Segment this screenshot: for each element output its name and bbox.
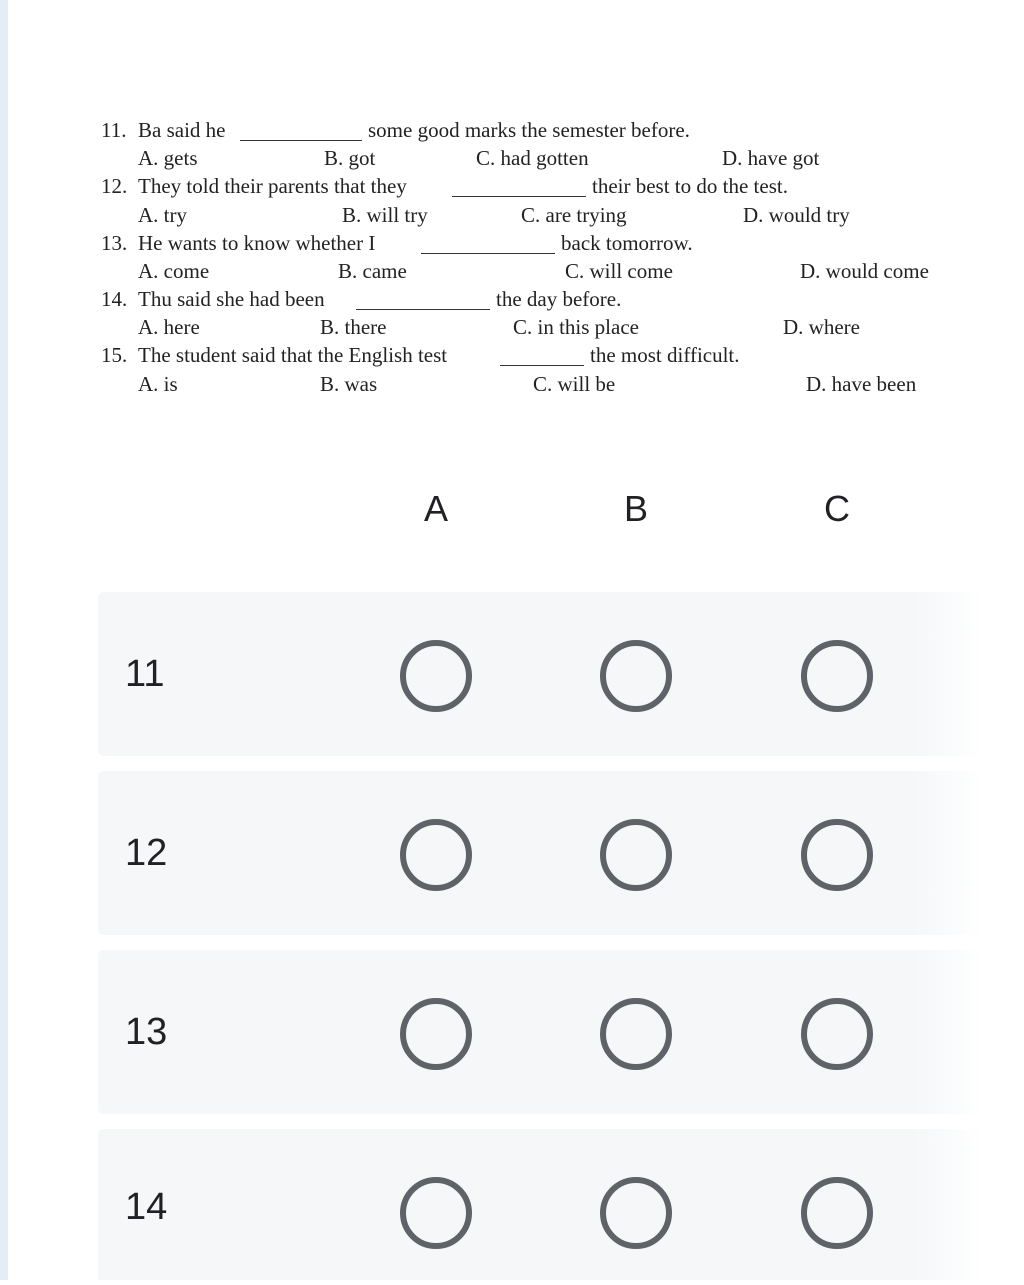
radio-11-c[interactable] [801, 640, 873, 712]
question-number: 13. [101, 231, 128, 255]
question-text-before: Ba said he [138, 118, 226, 142]
radio-14-b[interactable] [600, 1177, 672, 1249]
grid-row-12 [98, 771, 984, 935]
option-a: A. gets [138, 146, 198, 170]
option-b: B. there [320, 315, 387, 339]
option-b: B. came [338, 259, 407, 283]
question-15-options [0, 372, 1024, 400]
column-header-c: C [824, 488, 850, 529]
question-number: 12. [101, 174, 128, 198]
option-d: D. have been [806, 372, 917, 396]
radio-13-a[interactable] [400, 998, 472, 1070]
question-13-options [0, 259, 1024, 287]
question-15 [0, 343, 1024, 371]
question-12 [0, 174, 1024, 202]
question-number: 15. [101, 343, 128, 367]
question-number: 14. [101, 287, 128, 311]
option-b: B. will try [342, 203, 428, 227]
question-number: 11. [101, 118, 127, 142]
row-label: 11 [125, 653, 165, 695]
option-a: A. here [138, 315, 200, 339]
question-text-before: He wants to know whether I [138, 231, 376, 255]
radio-13-b[interactable] [600, 998, 672, 1070]
question-text-after: the most difficult. [590, 343, 740, 367]
radio-11-b[interactable] [600, 640, 672, 712]
question-text-after: some good marks the semester before. [368, 118, 690, 142]
question-text-after: the day before. [496, 287, 622, 311]
radio-14-c[interactable] [801, 1177, 873, 1249]
option-a: A. try [138, 203, 187, 227]
option-d: D. where [783, 315, 860, 339]
question-text-after: their best to do the test. [592, 174, 788, 198]
option-c: C. had gotten [476, 146, 589, 170]
answer-blank [356, 309, 490, 310]
option-a: A. come [138, 259, 210, 283]
radio-12-a[interactable] [400, 819, 472, 891]
question-13 [0, 231, 1024, 259]
answer-blank [500, 365, 584, 366]
answer-blank [240, 140, 362, 141]
question-11 [0, 118, 1024, 146]
answer-blank [452, 196, 586, 197]
option-b: B. was [320, 372, 378, 396]
radio-14-a[interactable] [400, 1177, 472, 1249]
option-d: D. have got [722, 146, 820, 170]
question-image [0, 0, 1024, 420]
question-14-options [0, 315, 1024, 343]
option-c: C. will be [533, 372, 616, 396]
row-label: 12 [125, 832, 168, 874]
option-a: A. is [138, 372, 178, 396]
radio-13-c[interactable] [801, 998, 873, 1070]
grid-row-14 [98, 1129, 984, 1280]
question-14 [0, 287, 1024, 315]
option-d: D. would come [800, 259, 929, 283]
option-b: B. got [324, 146, 376, 170]
option-d: D. would try [743, 203, 850, 227]
grid-row-13 [98, 950, 984, 1114]
column-header-a: A [423, 488, 448, 529]
answer-blank [421, 253, 555, 254]
column-header-b: B [623, 488, 648, 529]
radio-11-a[interactable] [400, 640, 472, 712]
option-c: C. will come [565, 259, 673, 283]
question-text-before: The student said that the English test [138, 343, 448, 367]
row-label: 13 [125, 1011, 168, 1053]
grid-column-headers [0, 488, 1024, 528]
grid-row-11 [98, 592, 984, 756]
radio-12-b[interactable] [600, 819, 672, 891]
option-c: C. are trying [521, 203, 627, 227]
question-text-before: They told their parents that they [138, 174, 407, 198]
question-11-options [0, 146, 1024, 174]
question-text-after: back tomorrow. [561, 231, 693, 255]
option-c: C. in this place [513, 315, 639, 339]
question-text-before: Thu said she had been [138, 287, 325, 311]
row-label: 14 [125, 1186, 168, 1228]
radio-12-c[interactable] [801, 819, 873, 891]
question-12-options [0, 203, 1024, 231]
